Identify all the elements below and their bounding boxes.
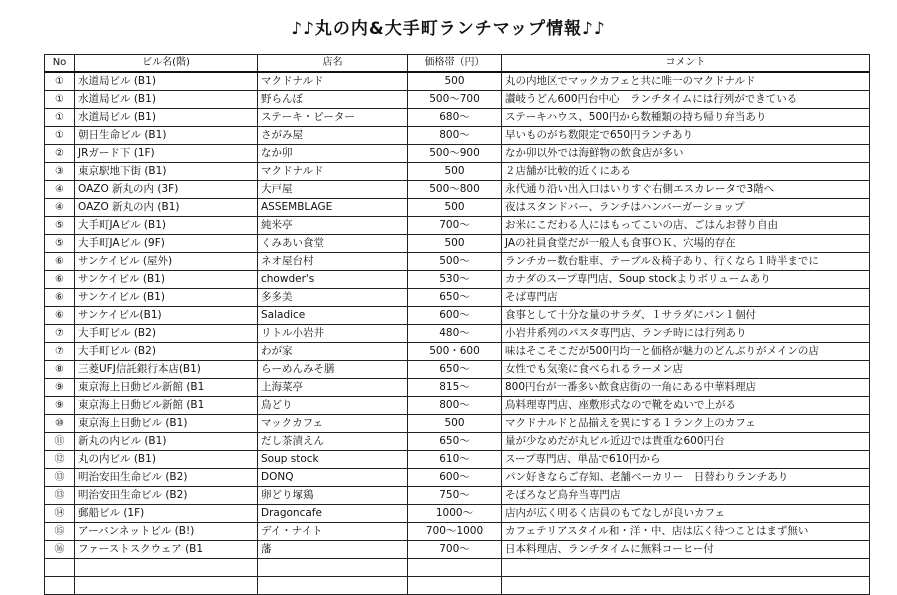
cell-price: 600～ [408, 469, 502, 487]
cell-price: 530～ [408, 271, 502, 289]
cell-building: 東京海上日動ビル新館 (B1 [75, 397, 258, 415]
cell-no: ⑥ [45, 289, 75, 307]
cell-building: アーバンネットビル (B!) [75, 523, 258, 541]
cell-shop: なか卯 [258, 145, 408, 163]
cell-price: 500～800 [408, 181, 502, 199]
table-row [45, 505, 870, 523]
cell-building: 東京駅地下街 (B1) [75, 163, 258, 181]
cell-price: 700～ [408, 541, 502, 559]
cell-shop: ネオ屋台村 [258, 253, 408, 271]
cell-building: 水道局ビル (B1) [75, 72, 258, 91]
cell-shop: Saladice [258, 307, 408, 325]
cell-price: 500～ [408, 253, 502, 271]
table-row [45, 199, 870, 217]
cell-no: ① [45, 109, 75, 127]
cell-building: OAZO 新丸の内 (B1) [75, 199, 258, 217]
cell-no: ① [45, 127, 75, 145]
table-row [45, 343, 870, 361]
cell-no: ⑥ [45, 271, 75, 289]
cell-comment [502, 577, 870, 595]
header-price: 価格帯（円） [408, 55, 502, 73]
table-row [45, 72, 870, 91]
cell-building: サンケイビル (B1) [75, 289, 258, 307]
cell-shop: マクドナルド [258, 163, 408, 181]
cell-shop: 鳥どり [258, 397, 408, 415]
cell-shop: chowder's [258, 271, 408, 289]
cell-shop: ASSEMBLAGE [258, 199, 408, 217]
cell-no: ③ [45, 163, 75, 181]
cell-price: 700～ [408, 217, 502, 235]
cell-comment: スープ専門店、単品で610円から [502, 451, 870, 469]
cell-no: ⑦ [45, 343, 75, 361]
table-row [45, 109, 870, 127]
cell-comment [502, 559, 870, 577]
cell-comment: 食事として十分な量のサラダ、１サラダにパン１個付 [502, 307, 870, 325]
cell-shop: Dragoncafe [258, 505, 408, 523]
cell-comment: ステーキハウス、500円から数種類の持ち帰り弁当あり [502, 109, 870, 127]
cell-building [75, 559, 258, 577]
cell-no: ⑤ [45, 217, 75, 235]
cell-price: 500～900 [408, 145, 502, 163]
table-row [45, 451, 870, 469]
table-row [45, 289, 870, 307]
table-header-row [45, 55, 870, 73]
cell-price: 650～ [408, 289, 502, 307]
table-row [45, 325, 870, 343]
page-title: ♪♪丸の内&大手町ランチマップ情報♪♪ [291, 19, 606, 39]
cell-shop: DONQ [258, 469, 408, 487]
cell-shop: 野らんぼ [258, 91, 408, 109]
cell-price [408, 559, 502, 577]
cell-shop: マックカフェ [258, 415, 408, 433]
cell-shop: マクドナルド [258, 72, 408, 91]
table-row [45, 127, 870, 145]
cell-no: ⑯ [45, 541, 75, 559]
cell-no: ⑥ [45, 307, 75, 325]
cell-building: 大手町ビル (B2) [75, 343, 258, 361]
cell-comment: 日本料理店、ランチタイムに無料コーヒー付 [502, 541, 870, 559]
cell-price: 500 [408, 72, 502, 91]
cell-building: サンケイビル (B1) [75, 271, 258, 289]
cell-building: 大手町ビル (B2) [75, 325, 258, 343]
cell-building: 丸の内ビル (B1) [75, 451, 258, 469]
header-shop: 店名 [258, 55, 408, 73]
cell-shop: だし茶漬えん [258, 433, 408, 451]
cell-price [408, 577, 502, 595]
cell-price: 800～ [408, 127, 502, 145]
cell-building: ファーストスクウェア (B1 [75, 541, 258, 559]
cell-building: 大手町JAビル (B1) [75, 217, 258, 235]
cell-comment: そぼろなど鳥弁当専門店 [502, 487, 870, 505]
cell-no: ⑨ [45, 379, 75, 397]
cell-no: ② [45, 145, 75, 163]
cell-price: 1000～ [408, 505, 502, 523]
cell-no: ⑤ [45, 235, 75, 253]
cell-no: ⑧ [45, 361, 75, 379]
cell-building: 明治安田生命ビル (B2) [75, 469, 258, 487]
cell-shop: 上海菜亭 [258, 379, 408, 397]
cell-no: ⑨ [45, 397, 75, 415]
cell-price: 500 [408, 163, 502, 181]
header-comment: コメント [502, 55, 870, 73]
cell-shop: くみあい食堂 [258, 235, 408, 253]
cell-comment: マクドナルドと品揃えを異にする１ランク上のカフェ [502, 415, 870, 433]
cell-no: ⑬ [45, 487, 75, 505]
table-row [45, 361, 870, 379]
cell-building: 水道局ビル (B1) [75, 91, 258, 109]
table-row [45, 469, 870, 487]
cell-price: 815～ [408, 379, 502, 397]
cell-price: 610～ [408, 451, 502, 469]
cell-shop [258, 559, 408, 577]
header-no: No [45, 55, 75, 73]
cell-building: 郵船ビル (1F) [75, 505, 258, 523]
table-row [45, 541, 870, 559]
cell-shop: 藩 [258, 541, 408, 559]
cell-comment: 店内が広く明るく店員のもてなしが良いカフェ [502, 505, 870, 523]
cell-comment: 800円台が一番多い飲食店街の一角にある中華料理店 [502, 379, 870, 397]
cell-no [45, 577, 75, 595]
cell-building: 水道局ビル (B1) [75, 109, 258, 127]
cell-comment: そば専門店 [502, 289, 870, 307]
cell-building: 東京海上日動ビル新館 (B1 [75, 379, 258, 397]
cell-building: 朝日生命ビル (B1) [75, 127, 258, 145]
cell-building: サンケイビル(B1) [75, 307, 258, 325]
table-row [45, 577, 870, 595]
cell-no: ④ [45, 199, 75, 217]
table-row [45, 307, 870, 325]
cell-comment: 鳥料理専門店、座敷形式なので靴をぬいで上がる [502, 397, 870, 415]
cell-shop: 純米亭 [258, 217, 408, 235]
cell-comment: パン好きならご存知、老舗ベーカリー 日替わりランチあり [502, 469, 870, 487]
cell-shop: らーめんみそ膳 [258, 361, 408, 379]
table-row [45, 397, 870, 415]
table-row [45, 559, 870, 577]
table-row [45, 163, 870, 181]
cell-no: ① [45, 91, 75, 109]
cell-building: OAZO 新丸の内 (3F) [75, 181, 258, 199]
cell-comment: 小岩井系列のパスタ専門店、ランチ時には行列あり [502, 325, 870, 343]
cell-shop: 多多美 [258, 289, 408, 307]
cell-comment: 永代通り沿い出入口はいりすぐ右側エスカレータで3階へ [502, 181, 870, 199]
cell-building: JRガード下 (1F) [75, 145, 258, 163]
cell-no: ⑦ [45, 325, 75, 343]
cell-shop: ステーキ・ピーター [258, 109, 408, 127]
table-row [45, 91, 870, 109]
cell-comment: JAの社員食堂だが一般人も食事ＯＫ、穴場的存在 [502, 235, 870, 253]
table-row [45, 253, 870, 271]
cell-price: 480～ [408, 325, 502, 343]
cell-comment: 量が少なめだが丸ビル近辺では貴重な600円台 [502, 433, 870, 451]
cell-building: 新丸の内ビル (B1) [75, 433, 258, 451]
cell-price: 500・600 [408, 343, 502, 361]
cell-building: 東京海上日動ビル (B1) [75, 415, 258, 433]
cell-shop: Soup stock [258, 451, 408, 469]
cell-price: 500～700 [408, 91, 502, 109]
cell-price: 500 [408, 199, 502, 217]
cell-price: 500 [408, 415, 502, 433]
cell-comment: 女性でも気楽に食べられるラーメン店 [502, 361, 870, 379]
cell-building: 大手町JAビル (9F) [75, 235, 258, 253]
cell-price: 680～ [408, 109, 502, 127]
cell-no: ⑥ [45, 253, 75, 271]
cell-price: 650～ [408, 361, 502, 379]
table-row [45, 217, 870, 235]
table-row [45, 271, 870, 289]
cell-shop: さがみ屋 [258, 127, 408, 145]
table-row [45, 415, 870, 433]
lunch-map-table [44, 54, 870, 595]
cell-price: 500 [408, 235, 502, 253]
table-row [45, 181, 870, 199]
cell-no: ⑩ [45, 415, 75, 433]
cell-comment: 丸の内地区でマックカフェと共に唯一のマクドナルド [502, 72, 870, 91]
table-row [45, 235, 870, 253]
cell-building: 明治安田生命ビル (B2) [75, 487, 258, 505]
cell-no: ⑬ [45, 469, 75, 487]
header-building: ビル名(階) [75, 55, 258, 73]
table-row [45, 433, 870, 451]
cell-price: 800～ [408, 397, 502, 415]
cell-comment: お米にこだわる人にはもってこいの店、ごはんお替り自由 [502, 217, 870, 235]
cell-no: ⑫ [45, 451, 75, 469]
cell-comment: 味はそこそこだが500円均一と価格が魅力のどんぶりがメインの店 [502, 343, 870, 361]
cell-shop: 大戸屋 [258, 181, 408, 199]
cell-price: 750～ [408, 487, 502, 505]
table-row [45, 487, 870, 505]
cell-comment: ２店舗が比較的近くにある [502, 163, 870, 181]
cell-building [75, 577, 258, 595]
cell-shop [258, 577, 408, 595]
cell-shop: リトル小岩井 [258, 325, 408, 343]
cell-no: ① [45, 72, 75, 91]
cell-comment: 讃岐うどん600円台中心 ランチタイムには行列ができている [502, 91, 870, 109]
cell-building: 三菱UFJ信託銀行本店(B1) [75, 361, 258, 379]
cell-comment: なか卯以外では海鮮物の飲食店が多い [502, 145, 870, 163]
cell-no: ⑮ [45, 523, 75, 541]
table-row [45, 379, 870, 397]
table-row [45, 523, 870, 541]
cell-price: 700～1000 [408, 523, 502, 541]
cell-comment: 早いものがち数限定で650円ランチあり [502, 127, 870, 145]
cell-comment: カナダのスープ専門店、Soup stockよりボリュームあり [502, 271, 870, 289]
cell-comment: カフェテリアスタイル和・洋・中、店は広く待つことはまず無い [502, 523, 870, 541]
cell-shop: わが家 [258, 343, 408, 361]
cell-shop: デイ・ナイト [258, 523, 408, 541]
cell-no: ⑭ [45, 505, 75, 523]
cell-comment: ランチカー数台駐車、テーブル＆椅子あり、行くなら１時半までに [502, 253, 870, 271]
cell-building: サンケイビル (屋外) [75, 253, 258, 271]
cell-price: 600～ [408, 307, 502, 325]
cell-no [45, 559, 75, 577]
cell-price: 650～ [408, 433, 502, 451]
cell-shop: 卵どり塚鶏 [258, 487, 408, 505]
table-row [45, 145, 870, 163]
cell-comment: 夜はスタンドバー、ランチはハンバーガーショップ [502, 199, 870, 217]
cell-no: ⑪ [45, 433, 75, 451]
cell-no: ④ [45, 181, 75, 199]
